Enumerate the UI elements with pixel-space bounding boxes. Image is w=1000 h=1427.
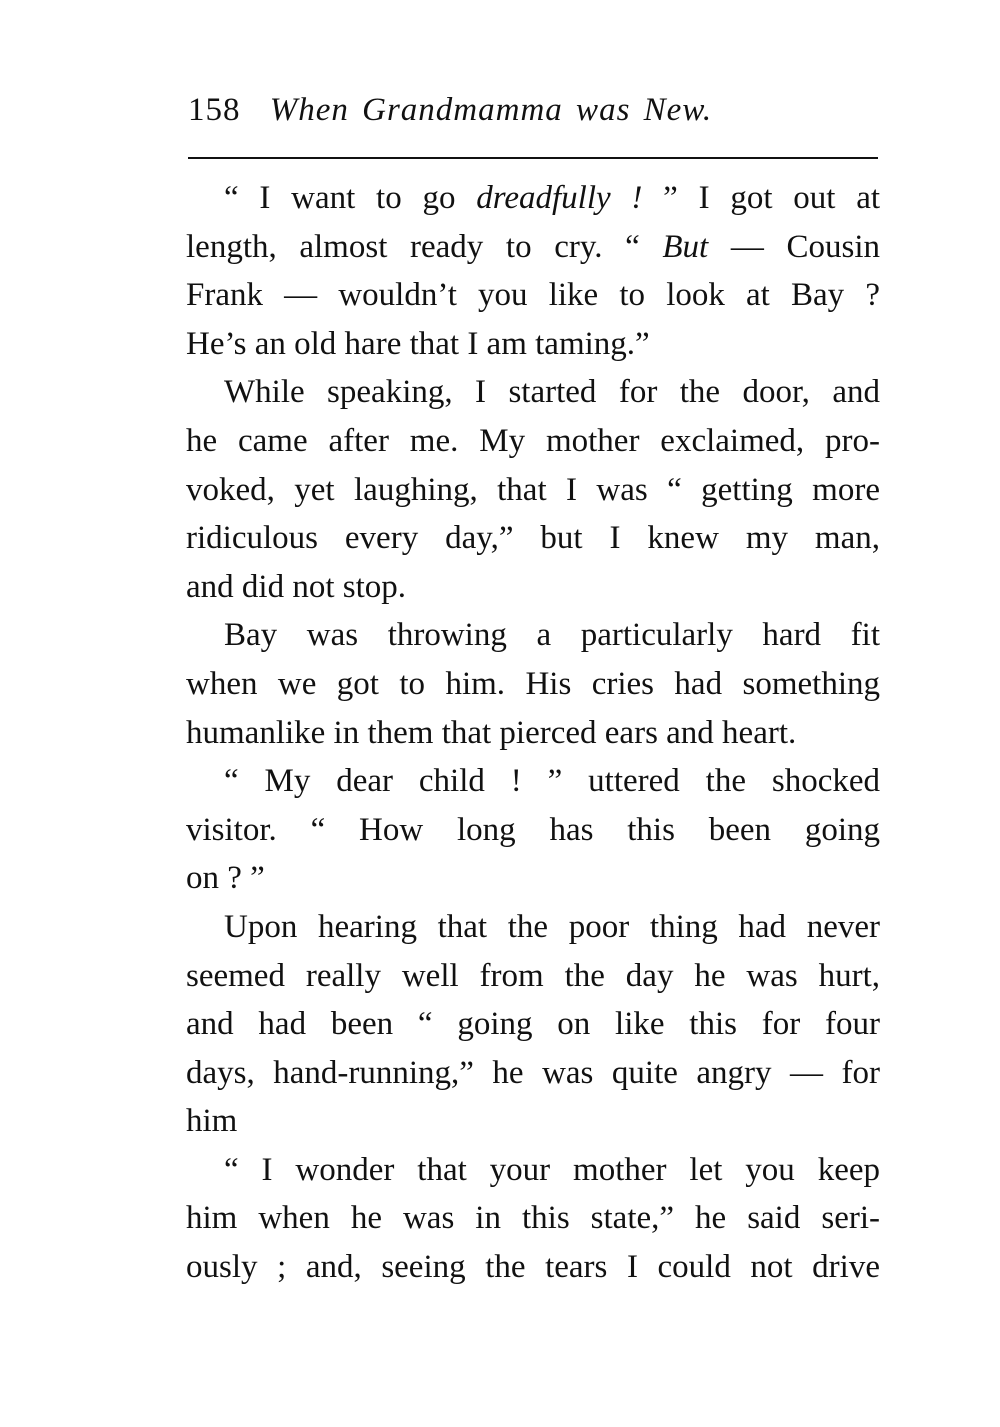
text-segment: ” I got out at [642,180,881,216]
text-line [186,660,880,709]
text-line [186,1097,880,1146]
text-segment: Bay was throwing a particularly hard fit [224,617,880,654]
text-segment: voked, yet laughing, that I was “ getting more [186,471,880,508]
text-line [186,320,880,369]
italic-emphasis: But [662,228,709,265]
text-line [186,466,880,515]
text-line [186,563,880,612]
text-line [186,1146,880,1195]
text-segment: visitor. “ How long has this been going [186,811,880,848]
text-segment: he came after me. My mother exclaimed, pro- [186,422,880,459]
text-segment: “ I wonder that your mother let you keep [224,1151,880,1188]
text-segment: humanlike in them that pierced ears and heart. [186,714,797,751]
text-segment: — Cousin [708,228,880,265]
text-segment: length, almost ready to cry. “ [186,228,663,265]
text-segment: While speaking, I started for the door, and [224,374,880,411]
text-line [186,709,880,758]
text-segment: when we got to him. His cries had something [186,665,880,702]
text-segment: on ? ” [186,860,265,897]
text-line [186,952,880,1001]
text-line [186,903,880,952]
book-title: When Grandmamma was New. [269,92,713,128]
text-line [186,223,880,272]
text-line [186,174,880,223]
text-line [186,1049,880,1098]
italic-emphasis: dreadfully ! [476,180,643,216]
text-segment: him when he was in this state,” he said seri- [186,1200,880,1237]
text-line [186,611,880,660]
text-line [186,417,880,466]
text-segment: ously ; and, seeing the tears I could not drive [186,1249,880,1286]
text-segment: Upon hearing that the poor thing had never [224,908,880,945]
text-line [186,806,880,855]
text-segment: days, hand-running,” he was quite angry — for [186,1054,880,1091]
text-line [186,854,880,903]
text-line [186,271,880,320]
page-number: 158 [188,92,241,128]
text-line [186,1243,880,1292]
body-text [186,174,880,1292]
text-segment: and did not stop. [186,568,406,605]
running-head [188,92,878,142]
text-segment: seemed really well from the day he was hurt, [186,957,880,994]
text-segment: “ I want to go [224,180,477,216]
text-segment: “ My dear child ! ” uttered the shocked [224,763,880,800]
text-segment: ridiculous every day,” but I knew my man, [186,520,880,557]
text-line [186,1000,880,1049]
text-line [186,514,880,563]
text-line [186,1194,880,1243]
text-segment: him [186,1103,238,1140]
text-segment: Frank — wouldn’t you like to look at Bay ? [186,277,880,314]
text-line [186,368,880,417]
text-segment: He’s an old hare that I am taming.” [186,325,650,362]
text-line [186,757,880,806]
text-segment: and had been “ going on like this for four [186,1006,880,1043]
header-rule [188,157,878,159]
